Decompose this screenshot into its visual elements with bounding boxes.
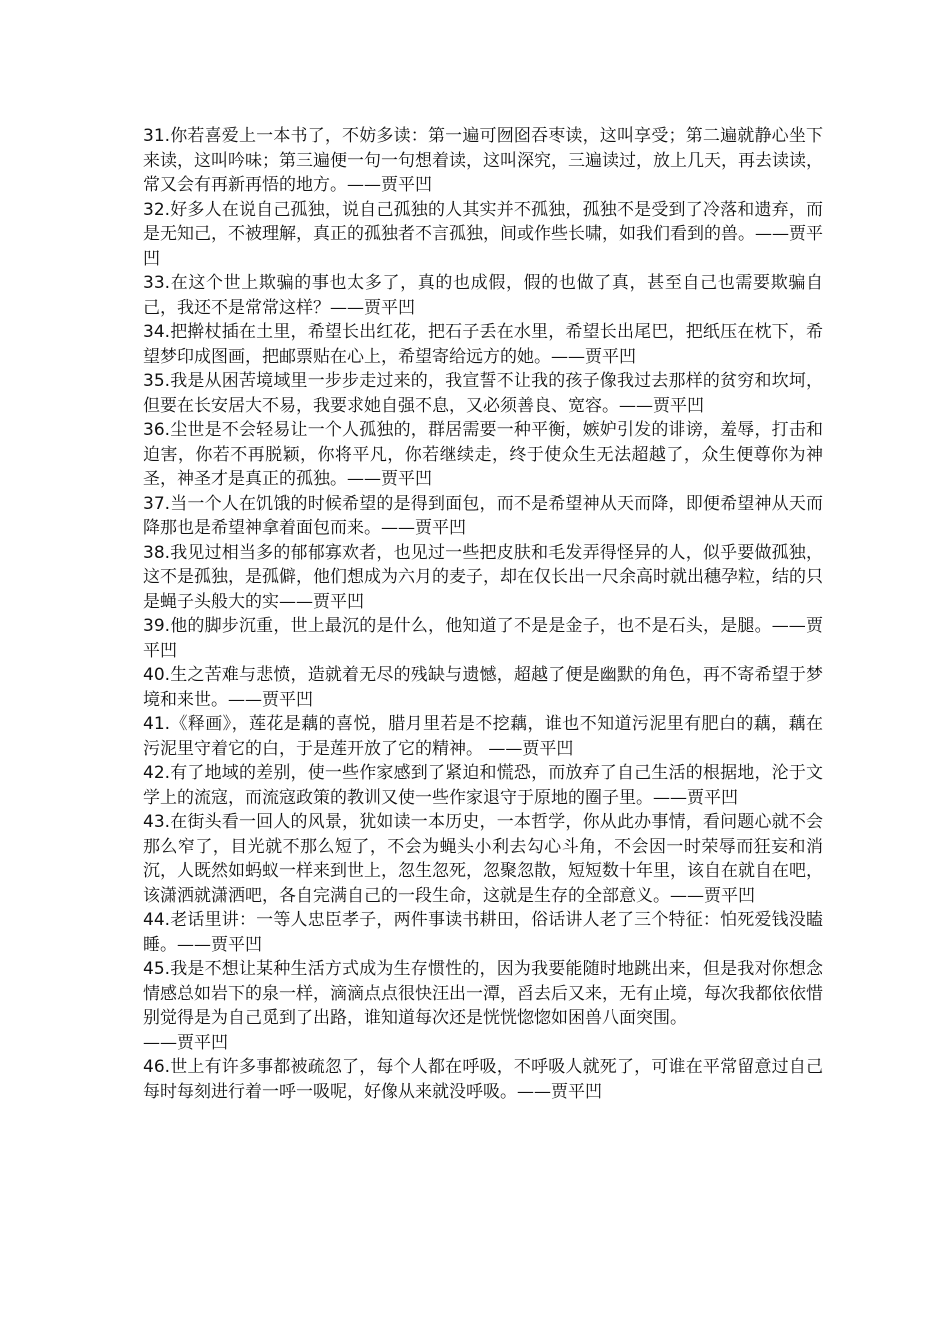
quote-entry — [143, 810, 823, 908]
quote-number: 37. — [143, 493, 171, 514]
quote-text: 尘世是不会轻易让一个人孤独的，群居需要一种平衡，嫉妒引发的诽谤，羞辱，打击和迫害，你若不再脱颖，你将平凡，你若继续走，终于使众生无法超越了，众生便尊你为神圣，神圣才是真正的孤独。——贾平凹 — [143, 420, 823, 489]
quote-number: 36. — [143, 420, 171, 440]
quote-entry — [143, 198, 823, 272]
quote-entry — [143, 124, 823, 198]
quote-entry — [143, 271, 823, 320]
quote-text: 老话里讲：一等人忠臣孝子，两件事读书耕田，俗话讲人老了三个特征：怕死爱钱没瞌睡。——贾平凹 — [143, 910, 823, 955]
quote-number: 39. — [143, 616, 171, 636]
quote-text: 他的脚步沉重，世上最沉的是什么，他知道了不是是金子，也不是石头，是腿。——贾平凹 — [143, 616, 823, 661]
quote-text: 把擀杖插在土里，希望长出红花，把石子丢在水里，希望长出尾巴，把纸压在枕下，希望梦印成图画，把邮票贴在心上，希望寄给远方的她。——贾平凹 — [143, 322, 823, 367]
quote-number: 32. — [143, 199, 171, 220]
quote-text: 好多人在说自己孤独，说自己孤独的人其实并不孤独，孤独不是受到了冷落和遗弃，而是无知己，不被理解，真正的孤独者不言孤独，间或作些长啸，如我们看到的兽。——贾平凹 — [143, 199, 823, 269]
quote-entry — [143, 541, 823, 615]
quote-text: 生之苦难与悲愤，造就着无尽的残缺与遗憾，超越了便是幽默的角色，再不寄希望于梦境和来世。——贾平凹 — [143, 665, 823, 710]
quote-entry — [143, 663, 823, 712]
quote-list — [143, 124, 823, 1104]
quote-entry — [143, 1055, 823, 1104]
quote-number: 46. — [143, 1057, 171, 1077]
quote-number: 38. — [143, 542, 171, 563]
quote-number: 45. — [143, 959, 171, 979]
quote-text: 在这个世上欺骗的事也太多了，真的也成假，假的也做了真，甚至自己也需要欺骗自己，我还不是常常这样？——贾平凹 — [143, 273, 823, 318]
quote-text: 当一个人在饥饿的时候希望的是得到面包，而不是希望神从天而降，即便希望神从天而降那也是希望神拿着面包而来。——贾平凹 — [143, 493, 823, 538]
quote-text: 我是从困苦境域里一步步走过来的，我宣誓不让我的孩子像我过去那样的贫穷和坎坷，但要在长安居大不易，我要求她自强不息，又必须善良、宽容。——贾平凹 — [143, 371, 823, 416]
quote-text: 我见过相当多的郁郁寡欢者，也见过一些把皮肤和毛发弄得怪异的人，似乎要做孤独，这不是孤独，是孤僻，他们想成为六月的麦子，却在仅长出一尺余高时就出穗孕粒，结的只是蝇子头般大的实——贾平凹 — [143, 542, 823, 612]
quote-number: 43. — [143, 812, 171, 832]
quote-text: 有了地域的差别，使一些作家感到了紧迫和慌恐，而放弃了自己生活的根据地，沦于文学上的流寇，而流寇政策的教训又使一些作家退守于原地的圈子里。——贾平凹 — [143, 763, 823, 808]
quote-text: 我是不想让某种生活方式成为生存惯性的，因为我要能随时地跳出来，但是我对你想念情感总如岩下的泉一样，滴滴点点很快汪出一潭，舀去后又来，无有止境，每次我都依依惜别觉得是为自己觅到了出路，谁知道每次还是恍恍惚惚如困兽八面突围。 ——贾平凹 — [143, 959, 823, 1053]
quote-number: 40. — [143, 665, 171, 685]
quote-text: 在街头看一回人的风景，犹如读一本历史，一本哲学，你从此办事情，看问题心就不会那么窄了，目光就不那么短了，不会为蝇头小利去勾心斗角，不会因一时荣辱而狂妄和消沉，人既然如蚂蚁一样来到世上，忽生忽死，忽聚忽散，短短数十年里，该自在就自在吧，该潇洒就潇洒吧，各自完满自己的一段生命，这就是生存的全部意义。——贾平凹 — [143, 812, 823, 906]
quote-text: 《释画》，莲花是藕的喜悦，腊月里若是不挖藕，谁也不知道污泥里有肥白的藕，藕在污泥里守着它的白，于是莲开放了它的精神。 ——贾平凹 — [143, 714, 823, 759]
quote-number: 31. — [143, 126, 171, 146]
quote-entry — [143, 492, 823, 541]
quote-entry — [143, 712, 823, 761]
quote-entry — [143, 369, 823, 418]
quote-number: 42. — [143, 763, 171, 783]
quote-entry — [143, 761, 823, 810]
quote-number: 44. — [143, 910, 171, 930]
quote-number: 34. — [143, 322, 171, 342]
quote-number: 33. — [143, 273, 171, 293]
quote-text: 世上有许多事都被疏忽了，每个人都在呼吸，不呼吸人就死了，可谁在平常留意过自己每时每刻进行着一呼一吸呢，好像从来就没呼吸。——贾平凹 — [143, 1057, 823, 1102]
quote-entry — [143, 908, 823, 957]
quote-text: 你若喜爱上一本书了，不妨多读：第一遍可囫囵吞枣读，这叫享受；第二遍就静心坐下来读，这叫吟味；第三遍便一句一句想着读，这叫深究，三遍读过，放上几天，再去读读，常又会有再新再悟的地方。——贾平凹 — [143, 126, 823, 195]
quote-number: 35. — [143, 371, 171, 391]
quote-entry — [143, 957, 823, 1055]
quote-number: 41. — [143, 714, 171, 734]
quote-entry — [143, 614, 823, 663]
quote-entry — [143, 320, 823, 369]
quote-entry — [143, 418, 823, 492]
